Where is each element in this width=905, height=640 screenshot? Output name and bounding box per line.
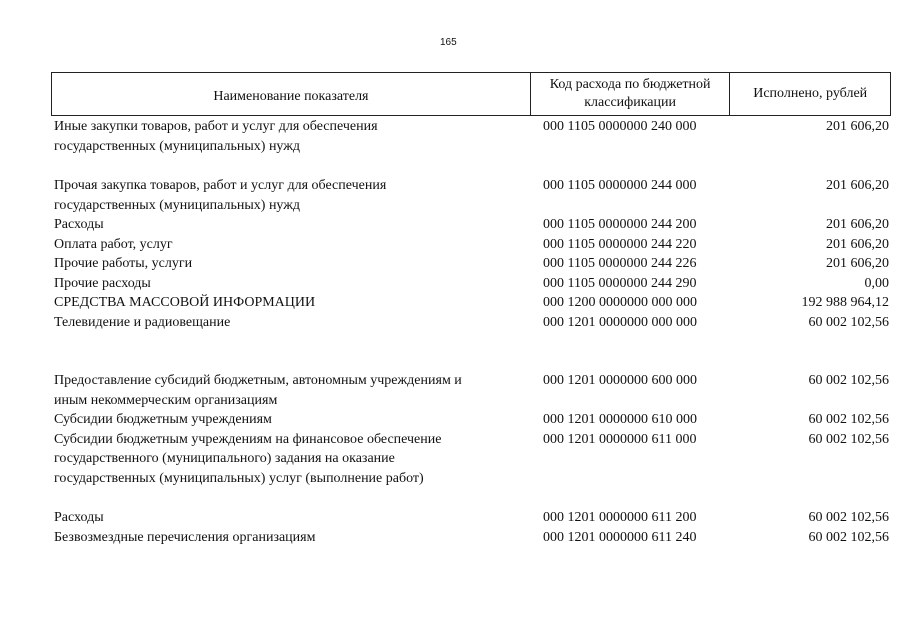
row-executed: 60 002 102,56	[808, 373, 889, 388]
row-name	[51, 215, 536, 235]
row-executed: 60 002 102,56	[808, 510, 889, 525]
row-code: 000 1105 0000000 240 000	[543, 119, 697, 134]
row-executed: 60 002 102,56	[808, 412, 889, 427]
row-executed: 201 606,20	[826, 119, 889, 134]
row-name-line: Расходы	[54, 217, 104, 232]
table-row	[51, 215, 891, 235]
row-executed: 201 606,20	[826, 178, 889, 193]
row-executed: 60 002 102,56	[808, 314, 889, 330]
table-row	[51, 508, 891, 528]
table-row	[51, 313, 891, 333]
row-code: 000 1200 0000000 000 000	[543, 295, 697, 310]
row-code: 000 1105 0000000 244 200	[543, 217, 697, 232]
row-executed: 201 606,20	[826, 217, 889, 232]
row-name	[51, 508, 536, 528]
row-code: 000 1201 0000000 600 000	[543, 373, 697, 388]
table-body	[51, 117, 891, 547]
row-code: 000 1201 0000000 611 200	[543, 510, 697, 525]
row-executed: 0,00	[864, 275, 889, 291]
row-name-line: государственного (муниципального) задания на оказание	[54, 451, 395, 466]
row-code: 000 1201 0000000 611 000	[543, 431, 697, 447]
row-name-line: Оплата работ, услуг	[54, 236, 173, 252]
row-name-line: государственных (муниципальных) нужд	[54, 197, 301, 213]
row-name-line: государственных (муниципальных) услуг (выполнение работ)	[54, 470, 424, 486]
row-name	[51, 293, 536, 313]
row-name-line: Прочая закупка товаров, работ и услуг для обеспечения	[54, 178, 387, 193]
row-executed: 60 002 102,56	[808, 529, 889, 545]
row-name	[51, 235, 536, 255]
row-name-line: Безвозмездные перечисления организациям	[54, 529, 316, 545]
row-name	[51, 410, 536, 430]
row-name	[51, 274, 536, 294]
header-executed: Исполнено, рублей	[753, 86, 868, 101]
row-name-line: СРЕДСТВА МАССОВОЙ ИНФОРМАЦИИ	[54, 295, 316, 310]
row-name	[51, 430, 536, 489]
row-name-line: государственных (муниципальных) нужд	[54, 138, 301, 154]
row-name-line: Субсидии бюджетным учреждениям	[54, 412, 272, 427]
row-name-line: Телевидение и радиовещание	[54, 314, 231, 330]
table-row	[51, 235, 891, 255]
table-header	[51, 72, 891, 116]
row-code: 000 1201 0000000 610 000	[543, 412, 697, 427]
row-name-line: Прочие расходы	[54, 275, 151, 291]
row-code: 000 1201 0000000 000 000	[543, 314, 697, 330]
table-row	[51, 293, 891, 313]
header-name: Наименование показателя	[52, 73, 531, 115]
row-executed: 201 606,20	[826, 236, 889, 252]
row-name	[51, 117, 536, 156]
table-row	[51, 274, 891, 294]
row-name-line: Расходы	[54, 510, 104, 525]
row-name	[51, 176, 536, 215]
page-number: 165	[440, 37, 457, 48]
row-executed: 192 988 964,12	[801, 295, 889, 310]
row-name	[51, 254, 536, 274]
row-name-line: Иные закупки товаров, работ и услуг для обеспечения	[54, 119, 378, 134]
table-row	[51, 430, 891, 489]
row-executed: 201 606,20	[826, 256, 889, 271]
row-code: 000 1105 0000000 244 220	[543, 236, 697, 252]
row-name-line: Прочие работы, услуги	[54, 256, 193, 271]
row-name	[51, 313, 536, 333]
table-row	[51, 371, 891, 410]
row-name	[51, 371, 536, 410]
header-code: Код расхода по бюджетной классификации	[531, 73, 731, 115]
row-name-line: иным некоммерческим организациям	[54, 392, 278, 408]
table-row	[51, 117, 891, 156]
table-row	[51, 176, 891, 215]
row-code: 000 1105 0000000 244 226	[543, 256, 697, 271]
row-executed: 60 002 102,56	[808, 431, 889, 447]
row-code: 000 1201 0000000 611 240	[543, 529, 697, 545]
row-code: 000 1105 0000000 244 000	[543, 178, 697, 193]
table-row	[51, 410, 891, 430]
row-name-line: Субсидии бюджетным учреждениям на финансовое обеспечение	[54, 431, 442, 447]
table-row	[51, 254, 891, 274]
row-name-line: Предоставление субсидий бюджетным, автономным учреждениям и	[54, 373, 462, 388]
table-row	[51, 528, 891, 548]
row-code: 000 1105 0000000 244 290	[543, 275, 697, 291]
row-name	[51, 528, 536, 548]
